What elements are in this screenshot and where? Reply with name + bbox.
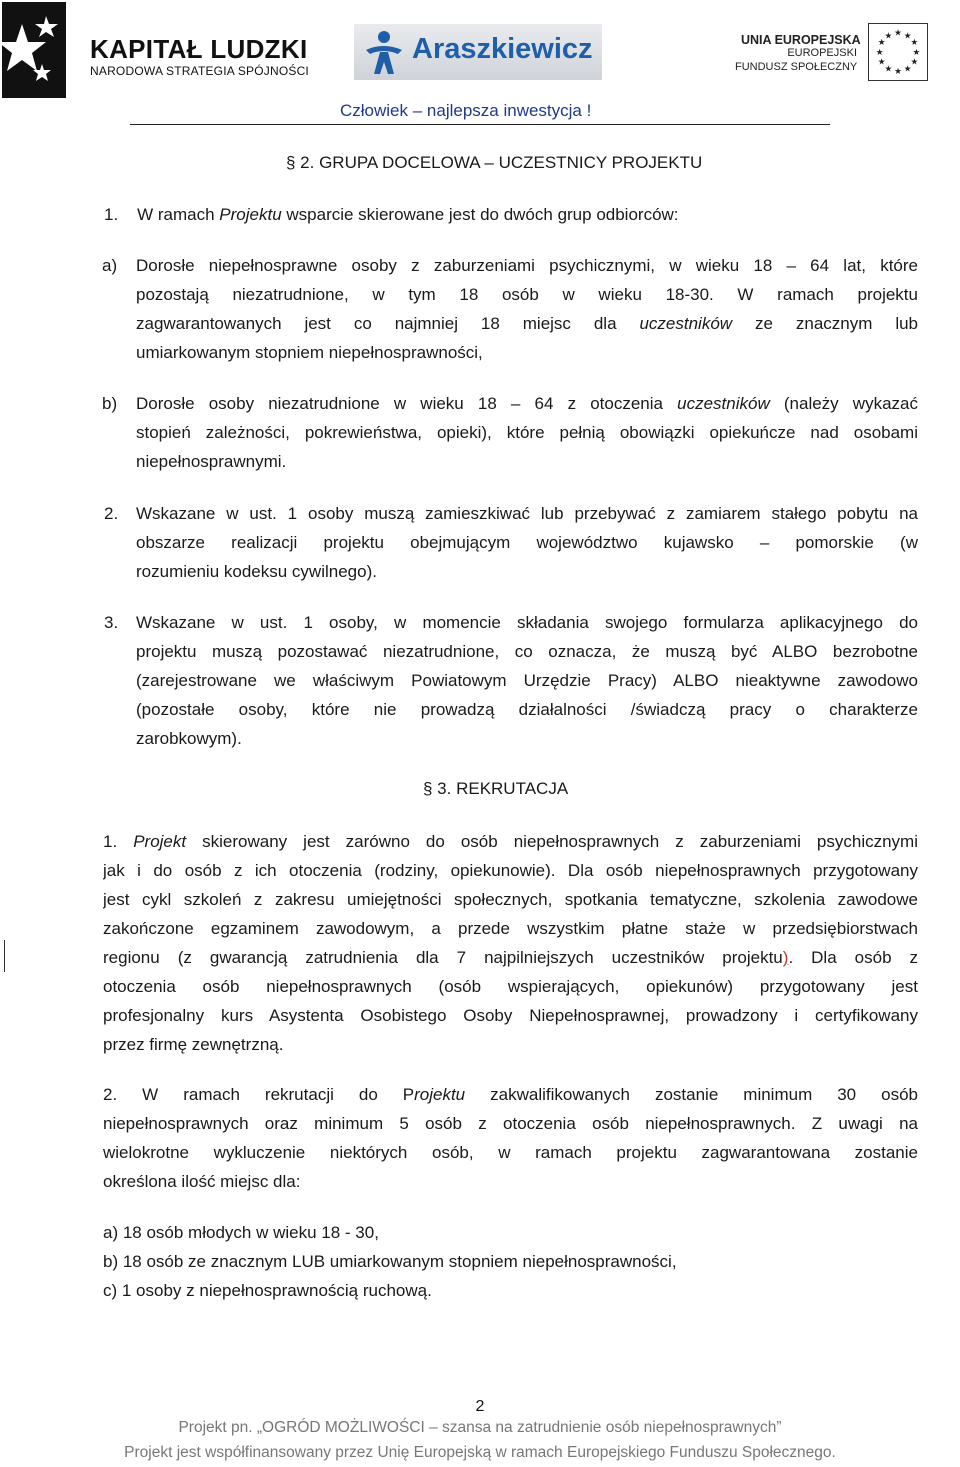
s3-list-item-c: c) 1 osoby z niepełnosprawnością ruchową. <box>103 1281 432 1300</box>
s2-item-a: Dorosłe niepełnosprawne osoby z zaburzeniami psychicznymi, w wieku 18 – 64 lat, które pozostają niezatrudnione, w tym 18 osób w wieku 18-30. W ramach projektu zagwarantowanych jest co najmniej 18 miejsc dla uczestników ze znacznym lub umiarkowanym stopniem niepełnosprawności, <box>136 256 918 362</box>
svg-text:★: ★ <box>884 64 893 75</box>
svg-text:★: ★ <box>877 57 886 68</box>
svg-text:★: ★ <box>903 31 912 42</box>
kapital-ludzki-title: KAPITAŁ LUDZKI <box>90 34 308 64</box>
s3-list-item-b: b) 18 osób ze znacznym LUB umiarkowanym stopniem niepełnosprawności, <box>103 1252 677 1271</box>
svg-text:★: ★ <box>910 38 919 49</box>
s2-item-a-label: a) <box>102 256 118 275</box>
footer-cofinancing-note: Projekt jest współfinansowany przez Unię Europejską w ramach Europejskiego Funduszu Społecznego. <box>124 1444 836 1461</box>
svg-text:★: ★ <box>910 57 919 68</box>
kapital-ludzki-subtitle: NARODOWA STRATEGIA SPÓJNOŚCI <box>90 64 309 78</box>
page-number: 2 <box>475 1398 485 1415</box>
svg-text:★: ★ <box>875 47 884 58</box>
s2-paragraph-2: Wskazane w ust. 1 osoby muszą zamieszkiwać lub przebywać z zamiarem stałego pobytu na obszarze realizacji projektu obejmującym województwo kujawsko – pomorskie (w rozumieniu kodeksu cywilnego). <box>136 504 918 581</box>
section-2-title: § 2. GRUPA DOCELOWA – UCZESTNICY PROJEKTU <box>286 153 703 172</box>
svg-text:★: ★ <box>903 64 912 75</box>
eu-line-3: FUNDUSZ SPOŁECZNY <box>735 61 858 73</box>
motto: Człowiek – najlepsza inwestycja ! <box>340 101 592 120</box>
revision-change-bar <box>4 940 5 972</box>
s3-list-item-a: a) 18 osób młodych w wieku 18 - 30, <box>103 1223 379 1242</box>
person-figure-icon <box>362 28 406 76</box>
tracked-change-mark: ) <box>782 948 789 967</box>
svg-text:★: ★ <box>912 47 921 58</box>
s2-p2-number: 2. <box>104 504 119 523</box>
section-3-title: § 3. REKRUTACJA <box>423 779 569 798</box>
svg-text:★: ★ <box>894 67 902 78</box>
svg-text:★: ★ <box>877 38 886 49</box>
svg-text:★: ★ <box>894 28 902 39</box>
s2-item-b-label: b) <box>102 394 118 413</box>
araszkiewicz-logo <box>354 24 602 80</box>
kapital-ludzki-logo <box>2 2 309 98</box>
eu-logo <box>735 30 960 90</box>
eu-line-2: EUROPEJSKI <box>787 47 857 59</box>
s2-paragraph-1: 1. W ramach Projektu wsparcie skierowane jest do dwóch grup odbiorców: <box>104 205 679 224</box>
araszkiewicz-name: Araszkiewicz <box>412 33 593 65</box>
header-divider <box>130 124 830 125</box>
kapital-ludzki-emblem-icon <box>2 2 66 98</box>
svg-text:★: ★ <box>884 31 893 42</box>
s3-paragraph-2: 2. W ramach rekrutacji do Projektu zakwalifikowanych zostanie minimum 30 osób niepełnosprawnych oraz minimum 5 osób z otoczenia osób niepełnosprawnych. Z uwagi na wielokrotne wykluczenie niektórych osób, w ramach projektu zagwarantowana zostanie określona ilość miejsc dla: <box>103 1085 918 1191</box>
s2-p1-number: 1. <box>104 205 119 224</box>
eu-line-1: UNIA EUROPEJSKA <box>741 33 861 47</box>
footer-project-name: Projekt pn. „OGRÓD MOŻLIWOŚCI – szansa na zatrudnienie osób niepełnosprawnych” <box>178 1419 782 1436</box>
s2-item-b: Dorosłe osoby niezatrudnione w wieku 18 – 64 z otoczenia uczestników (należy wykazać stopień zależności, pokrewieństwa, opieki), które pełnią obowiązki opiekuńcze nad osobami niepełnosprawnymi. <box>136 394 918 471</box>
s2-paragraph-3: Wskazane w ust. 1 osoby, w momencie składania swojego formularza aplikacyjnego do projektu muszą pozostawać niezatrudnione, co oznacza, że muszą być ALBO bezrobotne (zarejestrowane we właściwym Powiatowym Urzędzie Pracy) ALBO nieaktywne zawodowo (pozostałe osoby, które nie prowadzą działalności /świadczą pracy o charakterze zarobkowym). <box>136 613 918 748</box>
s3-paragraph-1: 1. Projekt skierowany jest zarówno do osób niepełnosprawnych z zaburzeniami psychicznymi jak i do osób z ich otoczenia (rodziny, opiekunowie). Dla osób niepełnosprawnych przygotowany jest cykl szkoleń z zakresu umiejętności społecznych, spotkania tematyczne, szkolenia zawodowe zakończone egzaminem zawodowym, a przede wszystkim płatne staże w przedsiębiorstwach regionu (z gwarancją zatrudnienia dla 7 najpilniejszych uczestników projektu). Dla osób z otoczenia osób niepełnosprawnych (osób wspierających, opiekunów) przygotowany jest profesjonalny kurs Asystenta Osobistego Osoby Niepełnosprawnej, prowadzony i certyfikowany przez firmę zewnętrzną. <box>103 832 918 1054</box>
eu-stars-flag-icon <box>868 23 928 81</box>
s2-p3-number: 3. <box>104 613 119 632</box>
